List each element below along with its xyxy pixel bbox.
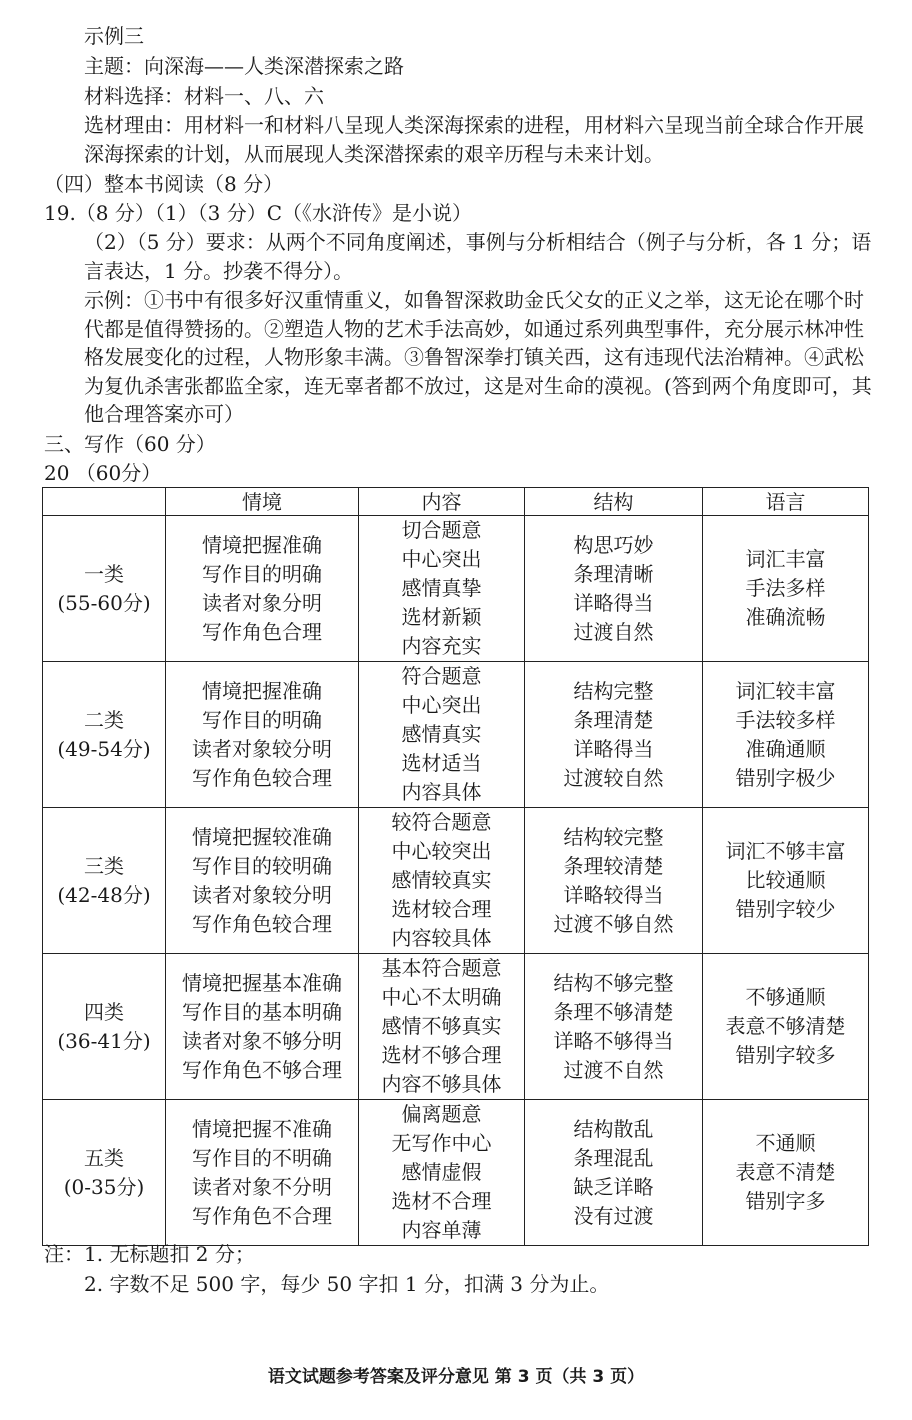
structure-cell — [525, 516, 703, 662]
context-criterion: 写作目的明确 — [202, 561, 322, 586]
language-criterion: 错别字极少 — [735, 765, 836, 790]
grade-cell — [43, 954, 166, 1100]
table-body — [43, 516, 869, 1246]
structure-cell — [525, 954, 703, 1100]
content-criterion: 内容不够具体 — [381, 1072, 502, 1096]
structure-criterion: 条理不够清楚 — [553, 999, 674, 1024]
structure-criterion: 没有过渡 — [573, 1203, 654, 1228]
content-criterion: 感情虚假 — [401, 1160, 482, 1184]
header-cell: 情境 — [166, 488, 359, 516]
q20-label: 20 （60分） — [44, 461, 162, 485]
content-cell — [359, 1100, 525, 1246]
grade-label: 四类 — [84, 999, 124, 1024]
grade-label: 二类 — [84, 707, 124, 732]
language-cell — [703, 808, 869, 954]
context-criterion: 写作角色不合理 — [192, 1203, 332, 1228]
context-criterion: 情境把握准确 — [202, 532, 322, 557]
context-criterion: 情境把握较准确 — [192, 824, 332, 849]
context-criterion: 写作角色不够合理 — [182, 1057, 342, 1082]
structure-cell — [525, 662, 703, 808]
q19-example: 示例：①书中有很多好汉重情重义，如鲁智深救助金氏父女的正义之举，这无论在哪个时代都是值得赞扬的。②塑造人物的艺术手法高妙，如通过系列典型事件，充分展示林冲性格发展变化的过程，人物形象丰满。③鲁智深拳打镇关西，这有违现代法治精神。④武松为复仇杀害张都监全家，连无辜者都不放过，这是对生命的漠视。(答到两个角度即可，其他合理答案亦可） — [84, 288, 872, 426]
header-cell: 结构 — [525, 488, 703, 516]
language-criterion: 不通顺 — [755, 1131, 816, 1155]
language-cell — [703, 662, 869, 808]
context-criterion: 情境把握不准确 — [192, 1116, 332, 1141]
content-criterion: 选材适当 — [401, 751, 482, 775]
structure-criterion: 详略较得当 — [563, 882, 664, 907]
grade-range: (49-54分) — [57, 736, 151, 761]
content-criterion: 中心不太明确 — [381, 985, 502, 1009]
content-cell — [359, 662, 525, 808]
content-criterion: 切合题意 — [401, 518, 482, 542]
context-criterion: 读者对象不够分明 — [182, 1028, 342, 1053]
context-cell — [166, 662, 359, 808]
content-cell — [359, 954, 525, 1100]
table-row — [43, 954, 869, 1100]
content-criterion: 内容充实 — [401, 634, 482, 658]
structure-cell — [525, 1100, 703, 1246]
structure-criterion: 结构较完整 — [563, 824, 664, 849]
table-row — [43, 808, 869, 954]
content-criterion: 选材较合理 — [391, 897, 492, 921]
content-criterion: 基本符合题意 — [381, 956, 502, 980]
content-criterion: 感情不够真实 — [381, 1014, 502, 1038]
context-criterion: 写作目的基本明确 — [182, 999, 342, 1024]
language-criterion: 准确流畅 — [745, 605, 826, 629]
context-criterion: 情境把握基本准确 — [182, 970, 342, 995]
structure-criterion: 条理混乱 — [573, 1145, 654, 1170]
context-criterion: 读者对象分明 — [202, 590, 322, 615]
content-criterion: 感情真挚 — [401, 576, 482, 600]
language-criterion: 词汇丰富 — [745, 547, 826, 571]
structure-criterion: 结构散乱 — [573, 1116, 654, 1141]
grading-table — [42, 487, 869, 1246]
structure-criterion: 缺乏详略 — [573, 1174, 654, 1199]
structure-criterion: 结构完整 — [573, 678, 654, 703]
content-criterion: 选材新颖 — [401, 605, 482, 629]
language-criterion: 词汇不够丰富 — [725, 839, 846, 863]
table-row — [43, 662, 869, 808]
structure-cell — [525, 808, 703, 954]
language-criterion: 错别字较多 — [735, 1043, 836, 1067]
section4-heading: （四）整本书阅读（8 分） — [44, 172, 284, 196]
language-criterion: 表意不清楚 — [735, 1160, 836, 1184]
structure-criterion: 结构不够完整 — [553, 970, 674, 995]
language-criterion: 词汇较丰富 — [735, 678, 836, 703]
content-cell — [359, 516, 525, 662]
structure-criterion: 条理清晰 — [573, 561, 654, 586]
context-cell — [166, 954, 359, 1100]
example3-theme: 主题：向深海——人类深潜探索之路 — [84, 54, 404, 78]
content-criterion: 较符合题意 — [391, 810, 492, 834]
context-criterion: 写作角色合理 — [202, 619, 322, 644]
structure-criterion: 过渡较自然 — [563, 765, 664, 790]
language-criterion: 准确通顺 — [745, 736, 826, 761]
language-cell — [703, 1100, 869, 1246]
header-cell: 内容 — [359, 488, 525, 516]
language-cell — [703, 954, 869, 1100]
q19-part2: （2）（5 分）要求：从两个不同角度阐述，事例与分析相结合（例子与分析，各 1 分；语言表达，1 分。抄袭不得分）。 — [84, 230, 872, 283]
content-criterion: 无写作中心 — [391, 1131, 492, 1155]
context-cell — [166, 1100, 359, 1246]
structure-criterion: 详略不够得当 — [553, 1028, 674, 1053]
content-criterion: 偏离题意 — [401, 1102, 482, 1126]
example3-heading: 示例三 — [84, 24, 144, 48]
structure-criterion: 构思巧妙 — [573, 532, 654, 557]
table-header-row — [43, 488, 869, 516]
language-criterion: 错别字多 — [745, 1189, 826, 1213]
content-criterion: 中心突出 — [401, 693, 482, 717]
structure-criterion: 条理清楚 — [573, 707, 654, 732]
page-footer: 语文试题参考答案及评分意见 第 3 页（共 3 页） — [267, 1367, 645, 1387]
context-criterion: 读者对象较分明 — [192, 882, 332, 907]
section3-heading: 三、写作（60 分） — [44, 432, 216, 456]
grade-label: 五类 — [84, 1145, 124, 1170]
example3-reason: 选材理由：用材料一和材料八呈现人类深海探索的进程，用材料六呈现当前全球合作开展深海探索的计划，从而展现人类深潜探索的艰辛历程与未来计划。 — [84, 113, 864, 166]
language-criterion: 比较通顺 — [745, 868, 826, 892]
language-cell — [703, 516, 869, 662]
context-criterion: 读者对象较分明 — [192, 736, 332, 761]
grade-cell — [43, 662, 166, 808]
content-criterion: 内容较具体 — [391, 926, 492, 950]
content-criterion: 内容单薄 — [401, 1218, 482, 1242]
note-2: 2. 字数不足 500 字，每少 50 字扣 1 分，扣满 3 分为止。 — [84, 1272, 610, 1296]
content-criterion: 符合题意 — [401, 664, 482, 688]
grade-range: (55-60分) — [57, 590, 151, 615]
structure-criterion: 过渡不够自然 — [553, 911, 674, 936]
content-criterion: 选材不合理 — [391, 1189, 492, 1213]
content-criterion: 感情较真实 — [391, 868, 492, 892]
structure-criterion: 条理较清楚 — [563, 853, 664, 878]
grade-cell — [43, 1100, 166, 1246]
context-cell — [166, 516, 359, 662]
grade-label: 一类 — [84, 561, 124, 586]
q19-line: 19.（8 分）（1）（3 分）C（《水浒传》是小说） — [44, 201, 472, 225]
content-criterion: 内容具体 — [401, 780, 482, 804]
language-criterion: 表意不够清楚 — [725, 1014, 846, 1038]
context-criterion: 写作目的较明确 — [192, 853, 332, 878]
structure-criterion: 详略得当 — [573, 736, 654, 761]
context-criterion: 读者对象不分明 — [192, 1174, 332, 1199]
content-criterion: 选材不够合理 — [381, 1043, 502, 1067]
grade-range: (42-48分) — [57, 882, 151, 907]
example3-materials: 材料选择：材料一、八、六 — [84, 84, 324, 108]
grade-range: (0-35分) — [63, 1174, 145, 1199]
content-cell — [359, 808, 525, 954]
structure-criterion: 详略得当 — [573, 590, 654, 615]
language-criterion: 不够通顺 — [745, 985, 826, 1009]
grade-cell — [43, 516, 166, 662]
language-criterion: 手法多样 — [745, 576, 826, 600]
content-criterion: 中心较突出 — [391, 839, 492, 863]
content-criterion: 中心突出 — [401, 547, 482, 571]
structure-criterion: 过渡不自然 — [563, 1057, 664, 1082]
context-criterion: 写作目的明确 — [202, 707, 322, 732]
language-criterion: 错别字较少 — [735, 897, 836, 921]
context-criterion: 写作目的不明确 — [192, 1145, 332, 1170]
structure-criterion: 过渡自然 — [573, 619, 654, 644]
table-row — [43, 1100, 869, 1246]
grade-label: 三类 — [84, 853, 124, 878]
context-criterion: 写作角色较合理 — [192, 765, 332, 790]
grade-range: (36-41分) — [57, 1028, 151, 1053]
context-criterion: 写作角色较合理 — [192, 911, 332, 936]
context-criterion: 情境把握准确 — [202, 678, 322, 703]
context-cell — [166, 808, 359, 954]
content-criterion: 感情真实 — [401, 722, 482, 746]
header-cell — [43, 488, 166, 516]
header-cell: 语言 — [703, 488, 869, 516]
language-criterion: 手法较多样 — [735, 707, 836, 732]
grade-cell — [43, 808, 166, 954]
note-1: 注：1. 无标题扣 2 分； — [44, 1242, 255, 1266]
table-row — [43, 516, 869, 662]
